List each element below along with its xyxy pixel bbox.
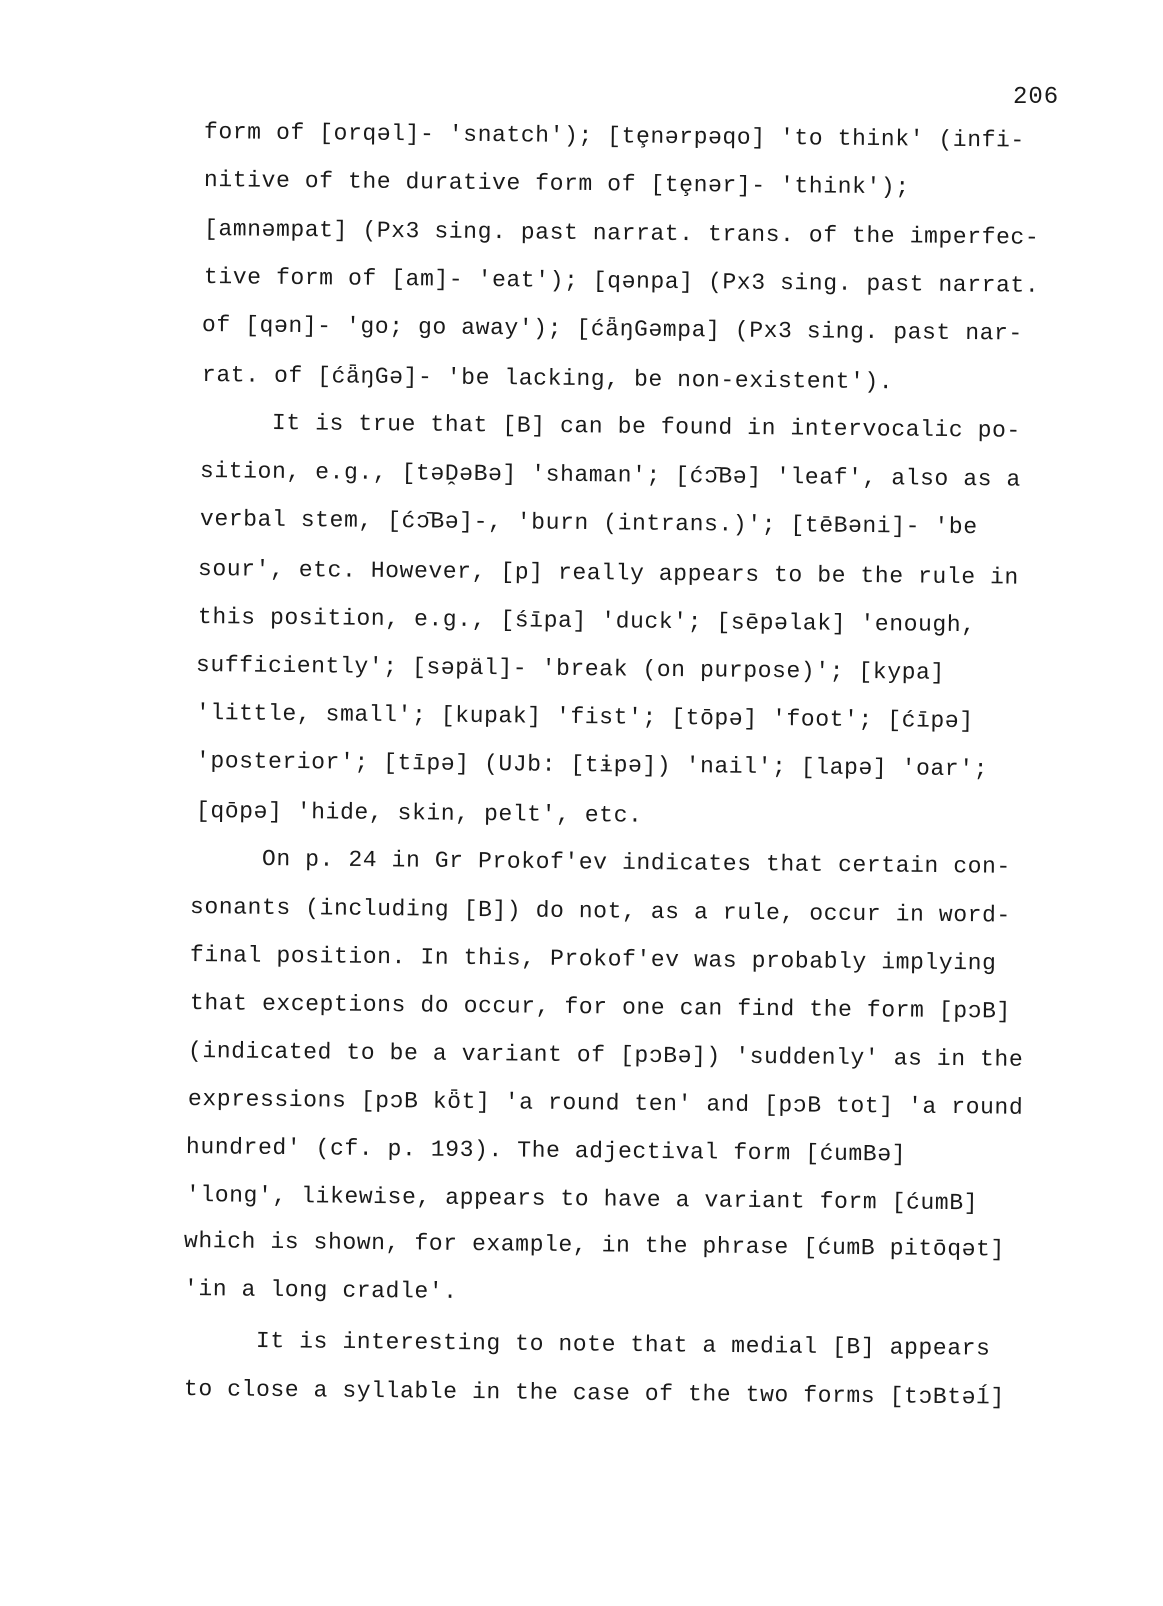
- text-line: hundred' (cf. p. 193). The adjectival form [ćumBə]: [185, 1134, 907, 1168]
- text-line: to close a syllable in the case of the two forms [tɔBtəĺ]: [183, 1376, 1006, 1411]
- text-line: that exceptions do occur, for one can find the form [pɔB]: [189, 990, 1012, 1025]
- text-line: nitive of the durative form of [tȩnər]- 'think');: [203, 167, 910, 201]
- text-line: 'in a long cradle'.: [183, 1276, 458, 1305]
- text-line: [qōpə] 'hide, skin, pelt', etc.: [195, 798, 643, 829]
- text-line: tive form of [am]- 'eat'); [qənpa] (Px3 sing. past narrat.: [203, 264, 1040, 299]
- text-line: It is interesting to note that a medial [B] appears: [255, 1328, 991, 1362]
- text-line: sition, e.g., [təḒəBə] 'shaman'; [ćɔ̄Bə] 'leaf', also as a: [199, 458, 1022, 493]
- text-line: verbal stem, [ćɔ̄Bə]-, 'burn (intrans.)'; [tēBəni]- 'be: [199, 506, 978, 541]
- text-line: 'little, small'; [kupak] 'fist'; [tōpə] 'foot'; [ćīpə]: [195, 700, 974, 735]
- text-line: 'posterior'; [tīpə] (UJb: [tɨpə]) 'nail'; [lapə] 'oar';: [195, 748, 989, 783]
- text-line: sour', etc. However, [p] really appears to be the rule in: [197, 556, 1020, 591]
- text-line: of [qən]- 'go; go away'); [ćǟŋGəmpa] (Px3 sing. past nar-: [201, 312, 1024, 347]
- text-line: form of [orqəl]- 'snatch'); [tȩnərpəqo] 'to think' (infi-: [203, 119, 1026, 154]
- text-line: It is true that [B] can be found in intervocalic po-: [271, 410, 1022, 444]
- text-line: which is shown, for example, in the phrase [ćumB pitōqət]: [183, 1228, 1006, 1263]
- text-line: (indicated to be a variant of [pɔBə]) 'suddenly' as in the: [187, 1038, 1024, 1073]
- text-line: sonants (including [B]) do not, as a rule, occur in word-: [189, 894, 1012, 929]
- text-line: 'long', likewise, appears to have a variant form [ćumB]: [185, 1182, 979, 1217]
- text-line: sufficiently'; [səpäl]- 'break (on purpose)'; [kypa]: [195, 652, 946, 686]
- text-line: [amnəmpat] (Px3 sing. past narrat. trans. of the imperfec-: [203, 216, 1040, 251]
- text-line: On p. 24 in Gr Prokof'ev indicates that certain con-: [261, 846, 1012, 880]
- page-number: 206: [1013, 84, 1060, 111]
- text-line: expressions [pɔB kȫt] 'a round ten' and [pɔB tot] 'a round: [187, 1086, 1024, 1121]
- text-line: this position, e.g., [śīpa] 'duck'; [sēpəlak] 'enough,: [197, 604, 976, 639]
- text-line: final position. In this, Prokof'ev was probably implying: [189, 942, 997, 977]
- text-line: rat. of [ćǟŋGə]- 'be lacking, be non-existent').: [201, 362, 894, 396]
